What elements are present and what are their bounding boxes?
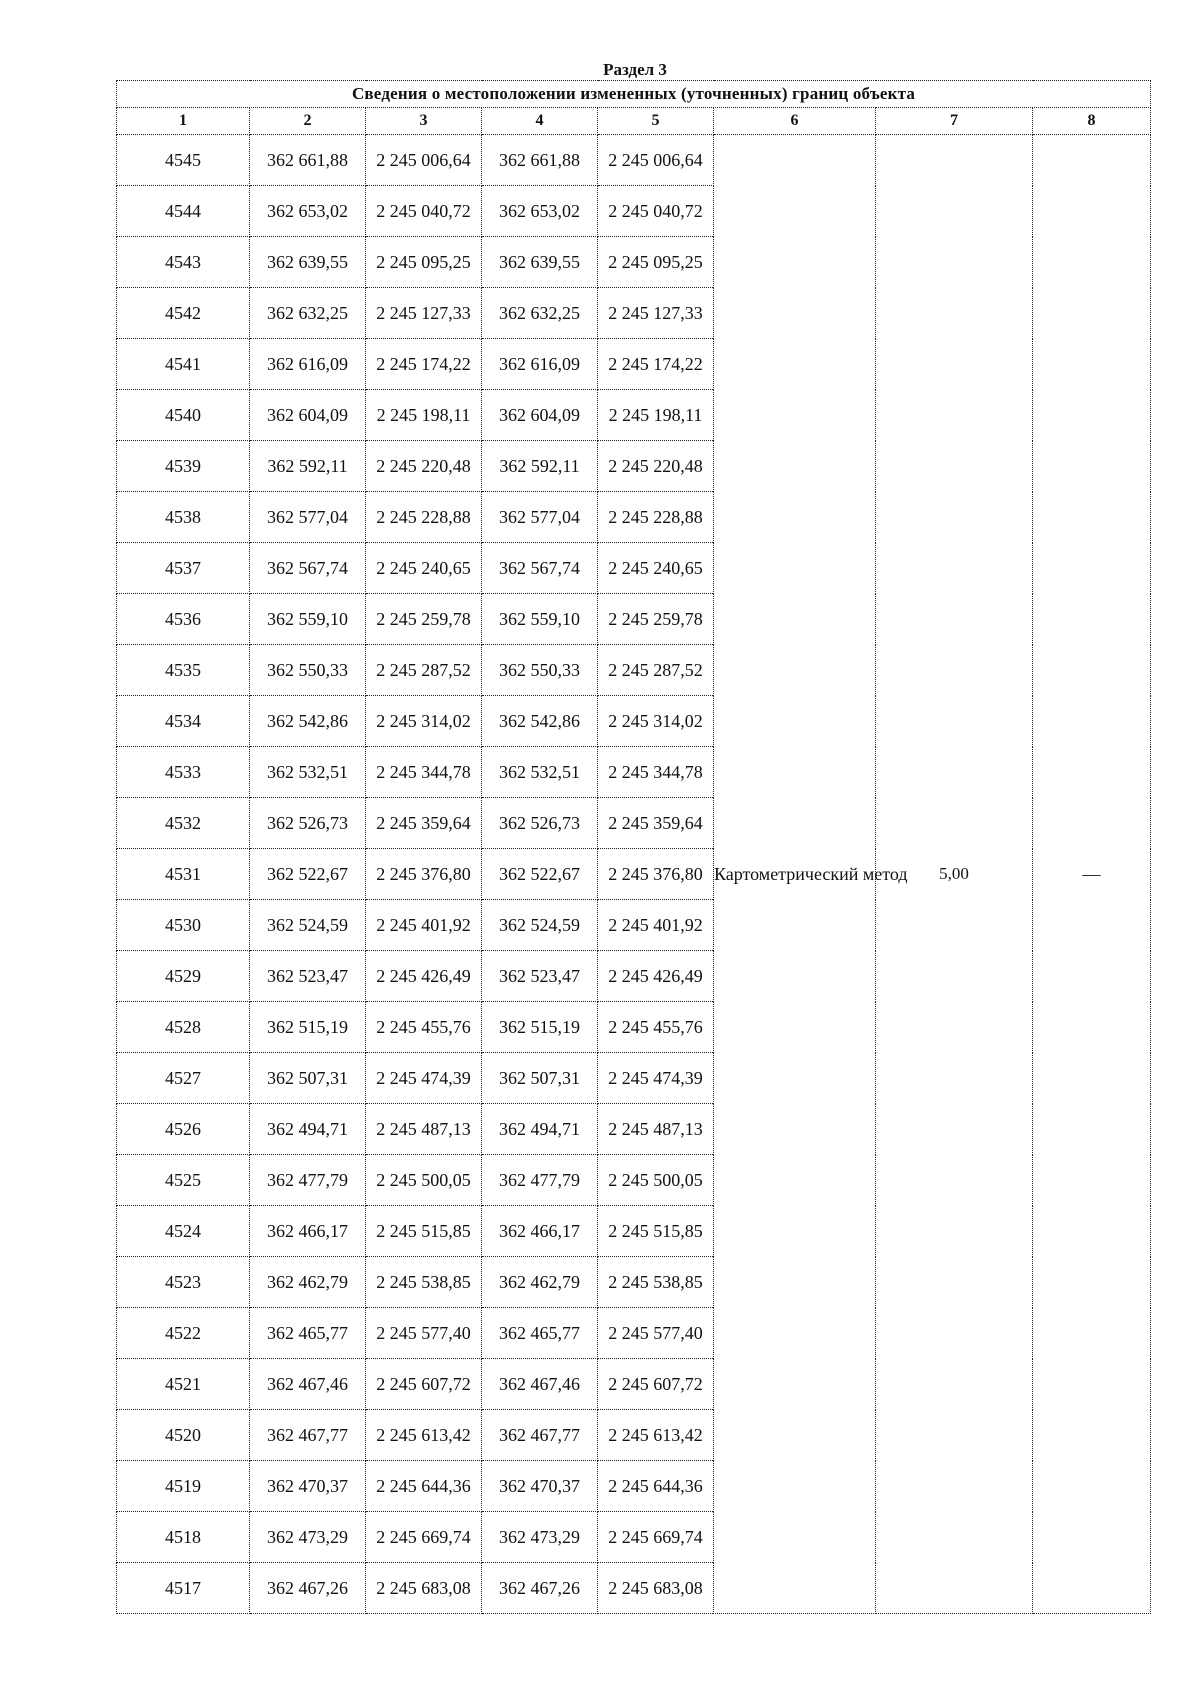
cell-y-old: 2 245 515,85 — [366, 1206, 482, 1257]
cell-x-new: 362 467,26 — [482, 1563, 598, 1614]
cell-x-old: 362 462,79 — [250, 1257, 366, 1308]
column-number-6: 6 — [714, 108, 876, 135]
cell-y-new: 2 245 040,72 — [598, 186, 714, 237]
cell-point-number: 4544 — [117, 186, 250, 237]
column-number-4: 4 — [482, 108, 598, 135]
column-numbers-row — [117, 108, 1151, 135]
cell-x-old: 362 550,33 — [250, 645, 366, 696]
cell-y-new: 2 245 006,64 — [598, 135, 714, 186]
cell-x-old: 362 467,46 — [250, 1359, 366, 1410]
cell-x-new: 362 523,47 — [482, 951, 598, 1002]
cell-point-number: 4528 — [117, 1002, 250, 1053]
cell-y-old: 2 245 487,13 — [366, 1104, 482, 1155]
cell-point-number: 4541 — [117, 339, 250, 390]
cell-point-number: 4525 — [117, 1155, 250, 1206]
column-number-1: 1 — [117, 108, 250, 135]
cell-point-number: 4542 — [117, 288, 250, 339]
cell-x-new: 362 470,37 — [482, 1461, 598, 1512]
cell-x-new: 362 522,67 — [482, 849, 598, 900]
cell-point-number: 4519 — [117, 1461, 250, 1512]
cell-x-old: 362 467,26 — [250, 1563, 366, 1614]
cell-x-new: 362 604,09 — [482, 390, 598, 441]
cell-x-new: 362 592,11 — [482, 441, 598, 492]
cell-x-old: 362 632,25 — [250, 288, 366, 339]
cell-x-old: 362 473,29 — [250, 1512, 366, 1563]
cell-y-new: 2 245 515,85 — [598, 1206, 714, 1257]
cell-y-old: 2 245 500,05 — [366, 1155, 482, 1206]
cell-y-old: 2 245 474,39 — [366, 1053, 482, 1104]
cell-y-new: 2 245 474,39 — [598, 1053, 714, 1104]
cell-x-old: 362 559,10 — [250, 594, 366, 645]
column-number-3: 3 — [366, 108, 482, 135]
cell-x-old: 362 515,19 — [250, 1002, 366, 1053]
cell-x-old: 362 532,51 — [250, 747, 366, 798]
cell-y-old: 2 245 174,22 — [366, 339, 482, 390]
cell-method: Картометрический метод — [714, 135, 876, 1614]
cell-x-new: 362 653,02 — [482, 186, 598, 237]
cell-y-old: 2 245 683,08 — [366, 1563, 482, 1614]
cell-accuracy: 5,00 — [876, 135, 1033, 1614]
cell-x-new: 362 507,31 — [482, 1053, 598, 1104]
cell-x-old: 362 477,79 — [250, 1155, 366, 1206]
cell-y-new: 2 245 259,78 — [598, 594, 714, 645]
cell-x-new: 362 462,79 — [482, 1257, 598, 1308]
cell-y-old: 2 245 376,80 — [366, 849, 482, 900]
cell-x-new: 362 494,71 — [482, 1104, 598, 1155]
cell-y-new: 2 245 487,13 — [598, 1104, 714, 1155]
cell-y-old: 2 245 259,78 — [366, 594, 482, 645]
cell-x-old: 362 522,67 — [250, 849, 366, 900]
cell-y-new: 2 245 538,85 — [598, 1257, 714, 1308]
section-title: Раздел 3 — [603, 60, 667, 79]
cell-y-old: 2 245 455,76 — [366, 1002, 482, 1053]
cell-x-new: 362 639,55 — [482, 237, 598, 288]
cell-point-number: 4529 — [117, 951, 250, 1002]
cell-x-new: 362 559,10 — [482, 594, 598, 645]
cell-y-new: 2 245 455,76 — [598, 1002, 714, 1053]
cell-y-old: 2 245 644,36 — [366, 1461, 482, 1512]
cell-x-new: 362 473,29 — [482, 1512, 598, 1563]
cell-x-new: 362 577,04 — [482, 492, 598, 543]
cell-x-old: 362 592,11 — [250, 441, 366, 492]
column-number-8: 8 — [1033, 108, 1151, 135]
cell-point-number: 4543 — [117, 237, 250, 288]
cell-y-old: 2 245 228,88 — [366, 492, 482, 543]
table-caption: Сведения о местоположении измененных (уточненных) границ объекта — [117, 81, 1151, 108]
cell-x-old: 362 466,17 — [250, 1206, 366, 1257]
cell-point-number: 4530 — [117, 900, 250, 951]
cell-y-old: 2 245 607,72 — [366, 1359, 482, 1410]
cell-point-number: 4522 — [117, 1308, 250, 1359]
cell-y-new: 2 245 228,88 — [598, 492, 714, 543]
cell-y-old: 2 245 287,52 — [366, 645, 482, 696]
cell-x-new: 362 542,86 — [482, 696, 598, 747]
cell-point-number: 4518 — [117, 1512, 250, 1563]
cell-y-old: 2 245 006,64 — [366, 135, 482, 186]
cell-point-number: 4540 — [117, 390, 250, 441]
cell-point-number: 4545 — [117, 135, 250, 186]
cell-point-number: 4539 — [117, 441, 250, 492]
cell-point-number: 4535 — [117, 645, 250, 696]
cell-y-new: 2 245 401,92 — [598, 900, 714, 951]
cell-x-new: 362 466,17 — [482, 1206, 598, 1257]
cell-x-old: 362 523,47 — [250, 951, 366, 1002]
cell-x-old: 362 524,59 — [250, 900, 366, 951]
cell-y-new: 2 245 577,40 — [598, 1308, 714, 1359]
cell-y-new: 2 245 359,64 — [598, 798, 714, 849]
table-row — [117, 135, 1151, 186]
cell-x-new: 362 532,51 — [482, 747, 598, 798]
cell-y-old: 2 245 198,11 — [366, 390, 482, 441]
cell-x-new: 362 465,77 — [482, 1308, 598, 1359]
cell-x-new: 362 524,59 — [482, 900, 598, 951]
cell-y-old: 2 245 314,02 — [366, 696, 482, 747]
column-number-5: 5 — [598, 108, 714, 135]
cell-point-number: 4527 — [117, 1053, 250, 1104]
cell-y-new: 2 245 683,08 — [598, 1563, 714, 1614]
cell-x-old: 362 470,37 — [250, 1461, 366, 1512]
cell-y-old: 2 245 240,65 — [366, 543, 482, 594]
cell-y-new: 2 245 344,78 — [598, 747, 714, 798]
cell-x-new: 362 467,77 — [482, 1410, 598, 1461]
cell-y-new: 2 245 220,48 — [598, 441, 714, 492]
cell-point-number: 4534 — [117, 696, 250, 747]
cell-y-new: 2 245 644,36 — [598, 1461, 714, 1512]
cell-y-new: 2 245 376,80 — [598, 849, 714, 900]
cell-y-old: 2 245 577,40 — [366, 1308, 482, 1359]
cell-y-old: 2 245 669,74 — [366, 1512, 482, 1563]
cell-point-number: 4523 — [117, 1257, 250, 1308]
cell-x-new: 362 477,79 — [482, 1155, 598, 1206]
cell-x-old: 362 639,55 — [250, 237, 366, 288]
cell-x-old: 362 661,88 — [250, 135, 366, 186]
cell-x-new: 362 515,19 — [482, 1002, 598, 1053]
boundary-coordinates-table — [116, 80, 1151, 1614]
cell-x-new: 362 616,09 — [482, 339, 598, 390]
cell-y-new: 2 245 127,33 — [598, 288, 714, 339]
cell-x-old: 362 616,09 — [250, 339, 366, 390]
cell-y-new: 2 245 500,05 — [598, 1155, 714, 1206]
cell-y-new: 2 245 426,49 — [598, 951, 714, 1002]
cell-y-new: 2 245 198,11 — [598, 390, 714, 441]
cell-y-old: 2 245 220,48 — [366, 441, 482, 492]
cell-x-old: 362 567,74 — [250, 543, 366, 594]
cell-x-new: 362 567,74 — [482, 543, 598, 594]
cell-point-number: 4538 — [117, 492, 250, 543]
cell-y-new: 2 245 613,42 — [598, 1410, 714, 1461]
cell-y-old: 2 245 538,85 — [366, 1257, 482, 1308]
cell-y-new: 2 245 607,72 — [598, 1359, 714, 1410]
cell-y-old: 2 245 401,92 — [366, 900, 482, 951]
cell-y-new: 2 245 669,74 — [598, 1512, 714, 1563]
cell-y-old: 2 245 127,33 — [366, 288, 482, 339]
cell-point-number: 4533 — [117, 747, 250, 798]
cell-y-new: 2 245 314,02 — [598, 696, 714, 747]
cell-y-old: 2 245 426,49 — [366, 951, 482, 1002]
cell-point-number: 4524 — [117, 1206, 250, 1257]
cell-y-old: 2 245 344,78 — [366, 747, 482, 798]
cell-x-old: 362 542,86 — [250, 696, 366, 747]
cell-y-old: 2 245 095,25 — [366, 237, 482, 288]
cell-x-old: 362 653,02 — [250, 186, 366, 237]
cell-x-old: 362 577,04 — [250, 492, 366, 543]
cell-point-number: 4521 — [117, 1359, 250, 1410]
cell-y-new: 2 245 174,22 — [598, 339, 714, 390]
cell-x-old: 362 467,77 — [250, 1410, 366, 1461]
column-number-2: 2 — [250, 108, 366, 135]
cell-x-old: 362 604,09 — [250, 390, 366, 441]
cell-point-number: 4537 — [117, 543, 250, 594]
cell-point-number: 4526 — [117, 1104, 250, 1155]
cell-point-number: 4536 — [117, 594, 250, 645]
cell-description: — — [1033, 135, 1151, 1614]
cell-point-number: 4517 — [117, 1563, 250, 1614]
cell-y-new: 2 245 287,52 — [598, 645, 714, 696]
cell-x-old: 362 526,73 — [250, 798, 366, 849]
cell-y-new: 2 245 240,65 — [598, 543, 714, 594]
cell-x-old: 362 507,31 — [250, 1053, 366, 1104]
cell-x-old: 362 465,77 — [250, 1308, 366, 1359]
cell-x-new: 362 661,88 — [482, 135, 598, 186]
cell-y-new: 2 245 095,25 — [598, 237, 714, 288]
cell-x-new: 362 526,73 — [482, 798, 598, 849]
cell-x-new: 362 550,33 — [482, 645, 598, 696]
column-number-7: 7 — [876, 108, 1033, 135]
cell-point-number: 4520 — [117, 1410, 250, 1461]
cell-x-old: 362 494,71 — [250, 1104, 366, 1155]
cell-point-number: 4531 — [117, 849, 250, 900]
cell-point-number: 4532 — [117, 798, 250, 849]
cell-x-new: 362 467,46 — [482, 1359, 598, 1410]
cell-y-old: 2 245 613,42 — [366, 1410, 482, 1461]
cell-y-old: 2 245 359,64 — [366, 798, 482, 849]
cell-y-old: 2 245 040,72 — [366, 186, 482, 237]
cell-x-new: 362 632,25 — [482, 288, 598, 339]
